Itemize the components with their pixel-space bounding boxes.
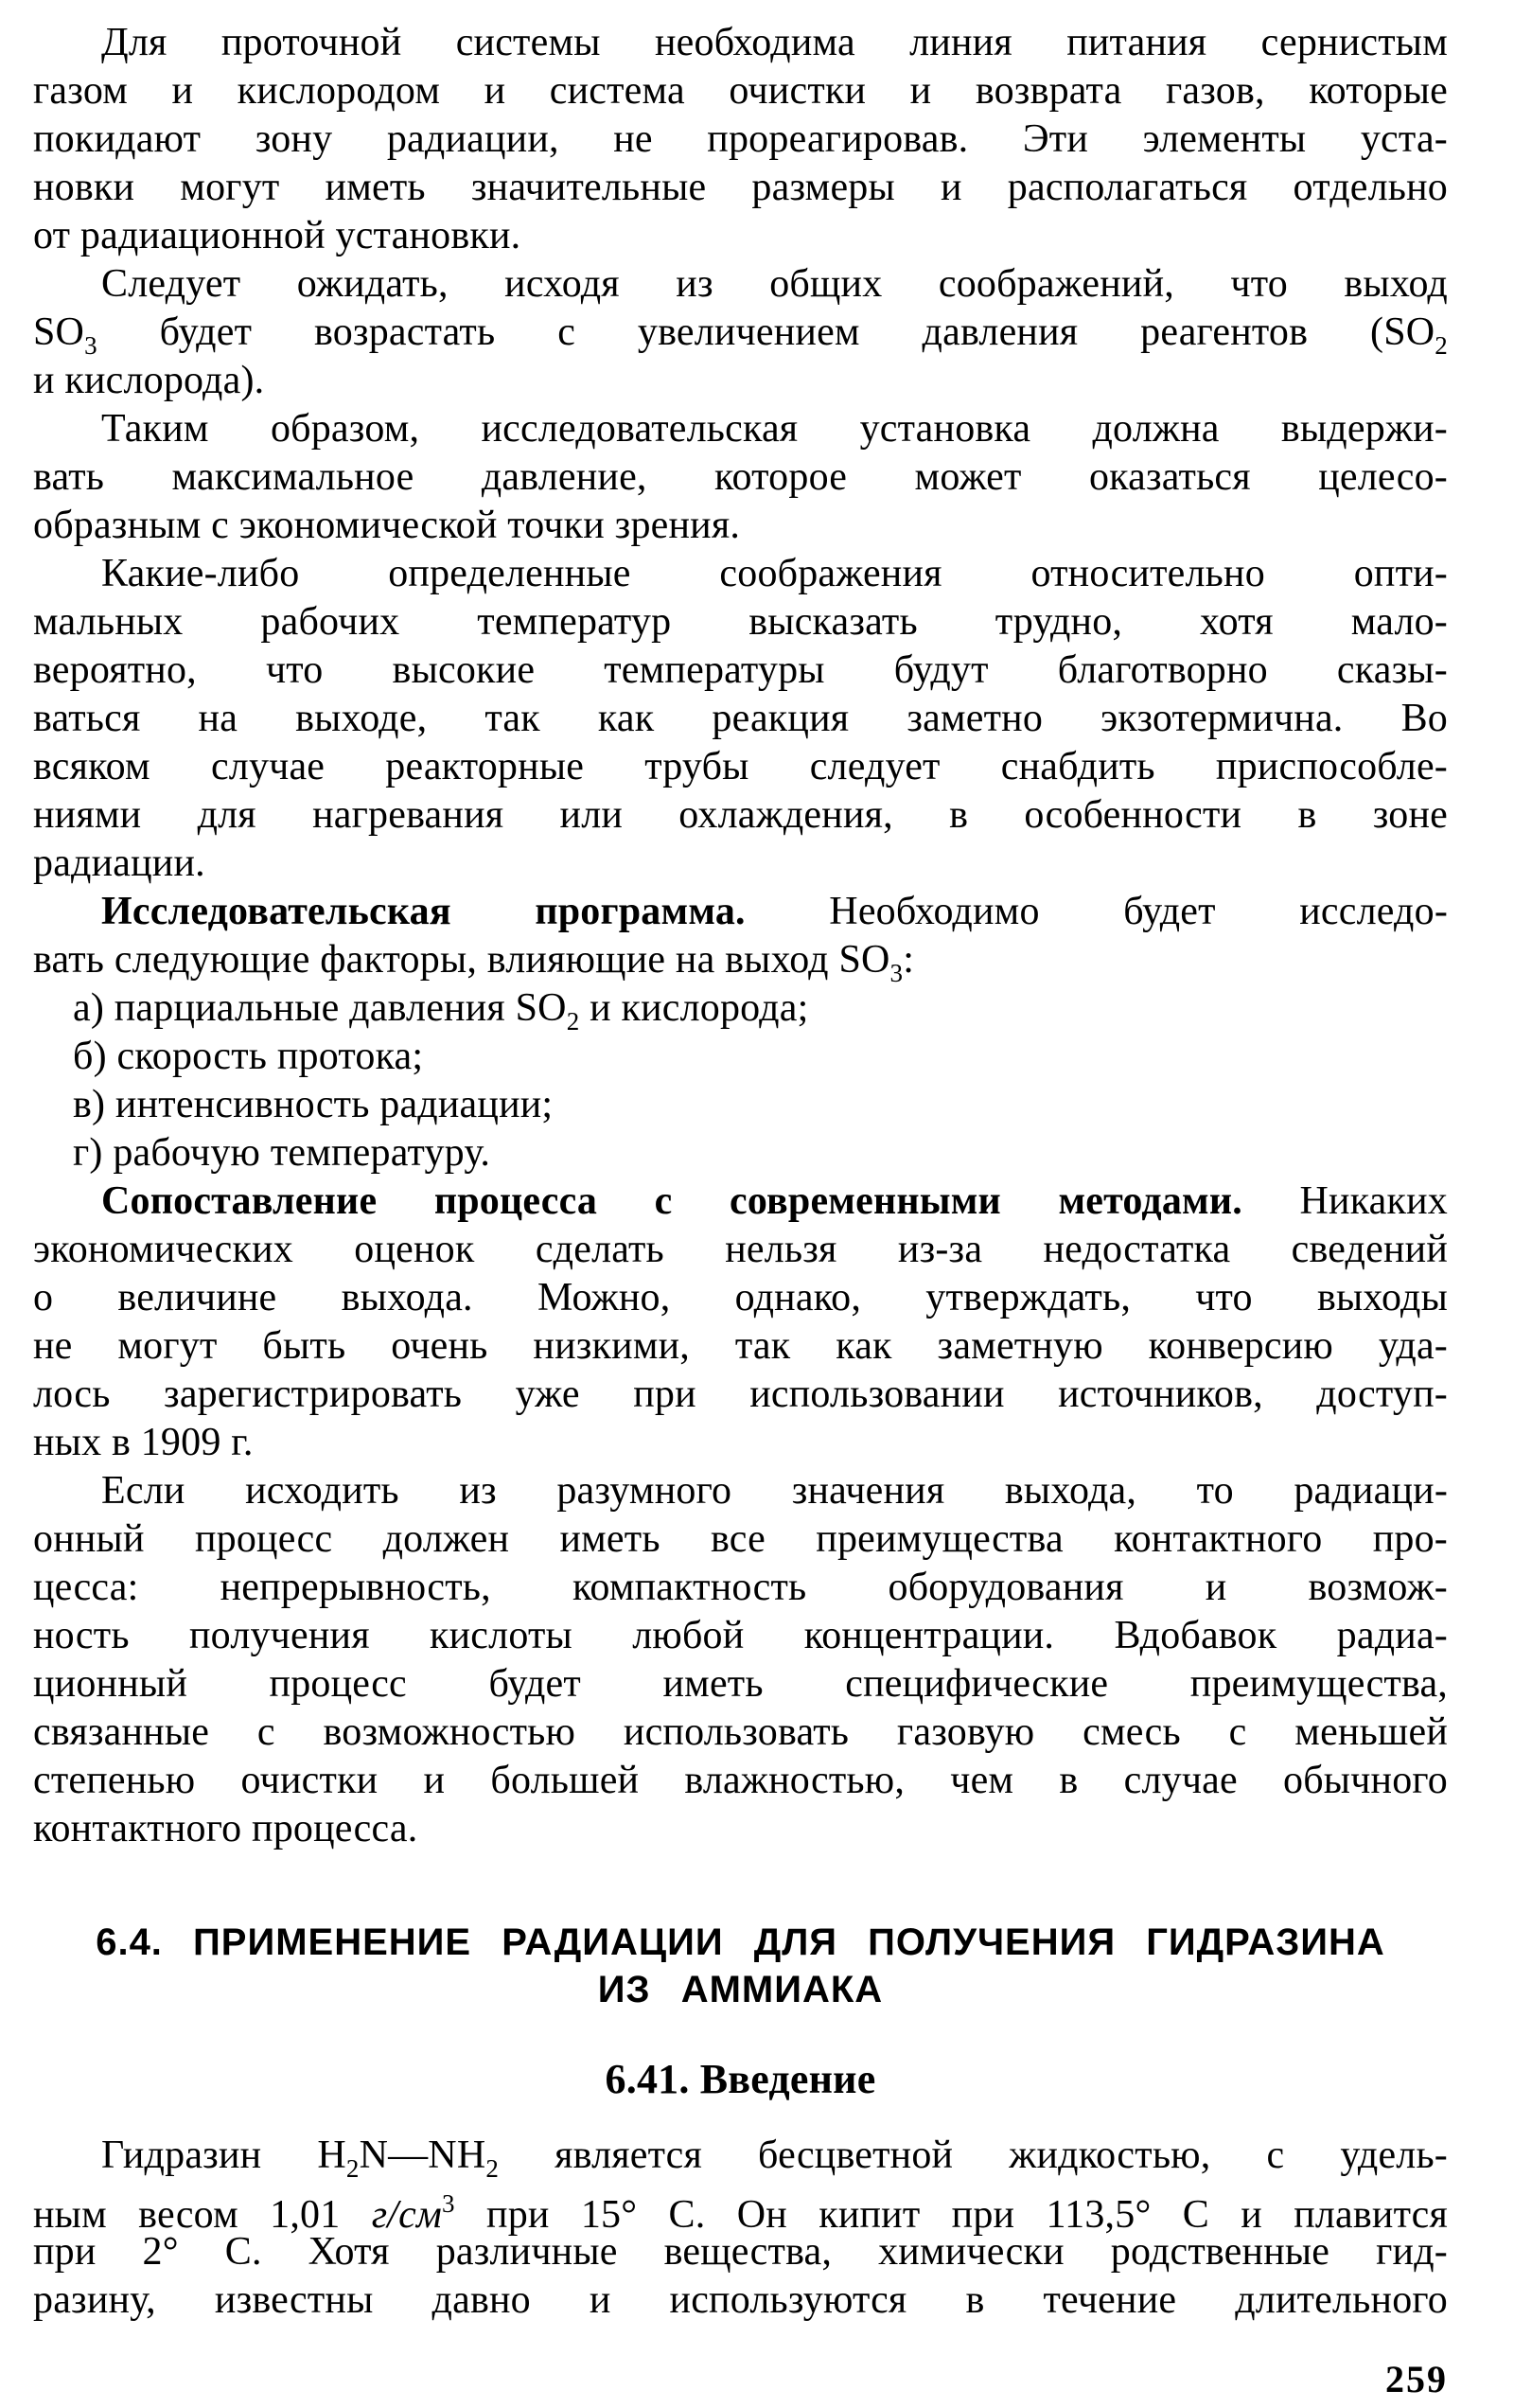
- text-segment: Сопоставление процесса с современными методами.: [101, 1179, 1242, 1223]
- text-segment: связанные с возможностью использовать газовую смесь с меньшей: [33, 1710, 1448, 1754]
- text-segment: разину, известны давно и используются в течение длительного: [33, 2278, 1448, 2322]
- text-line: [33, 260, 1448, 309]
- text-segment: 6.4. ПРИМЕНЕНИЕ РАДИАЦИИ ДЛЯ ПОЛУЧЕНИЯ ГИДРАЗИНА: [96, 1921, 1385, 1963]
- text-segment: ниями для нагревания или охлаждения, в особенности в зоне: [33, 793, 1448, 837]
- text-line: [33, 1467, 1448, 1515]
- text-line: [33, 1757, 1448, 1805]
- text-segment: N—NH: [359, 2134, 486, 2177]
- text-line: [33, 1612, 1448, 1660]
- text-segment: и кислорода;: [579, 986, 809, 1030]
- text-line: [33, 2276, 1448, 2325]
- text-segment: Какие-либо определенные соображения относительно опти-: [101, 552, 1448, 595]
- text-line: [33, 1709, 1448, 1757]
- text-line: [33, 1919, 1448, 1966]
- text-segment: ционный процесс будет иметь специфические преимущества,: [33, 1662, 1448, 1706]
- text-segment: ность получения кислоты любой концентрации. Вдобавок радиа-: [33, 1614, 1448, 1657]
- text-line: [33, 1033, 1448, 1081]
- text-line: [33, 984, 1448, 1036]
- superscript: 3: [442, 2189, 455, 2218]
- text-line: [33, 1081, 1448, 1129]
- text-segment: в) интенсивность радиации;: [73, 1083, 554, 1126]
- text-segment: радиации.: [33, 841, 205, 885]
- text-line: [33, 695, 1448, 743]
- text-segment: степенью очистки и большей влажностью, чем в случае обычного: [33, 1759, 1448, 1802]
- text-segment: а) парциальные давления SO: [73, 986, 567, 1030]
- text-segment: ных в 1909 г.: [33, 1421, 254, 1464]
- text-line: [33, 115, 1448, 164]
- text-line: [33, 1129, 1448, 1177]
- text-segment: является бесцветной жидкостью, с удель-: [499, 2134, 1448, 2177]
- text-segment: мальных рабочих температур высказать трудно, хотя мало-: [33, 600, 1448, 644]
- text-line: [33, 646, 1448, 695]
- text-line: [33, 453, 1448, 502]
- text-segment: газом и кислородом и система очистки и возврата газов, которые: [33, 69, 1448, 113]
- text-segment: не могут быть очень низкими, так как заметную конверсию уда-: [33, 1324, 1448, 1368]
- text-segment: :: [903, 938, 915, 982]
- text-segment: онный процесс должен иметь все преимущества контактного про-: [33, 1517, 1448, 1561]
- text-segment: экономических оценок сделать нельзя из-за недостатка сведений: [33, 1228, 1448, 1271]
- subscript: 2: [485, 2154, 500, 2183]
- text-line: [33, 888, 1448, 936]
- text-line: [33, 2132, 1448, 2183]
- text-segment: Если исходить из разумного значения выхода, то радиаци-: [101, 1469, 1448, 1513]
- text-line: [33, 550, 1448, 598]
- text-segment: ваться на выходе, так как реакция заметно экзотермична. Во: [33, 697, 1448, 740]
- intro-paragraph: [33, 2132, 1448, 2325]
- text-segment: г) рабочую температуру.: [73, 1131, 491, 1175]
- text-segment: и кислорода).: [33, 359, 265, 402]
- text-line: [33, 309, 1448, 360]
- subscript: 2: [1435, 331, 1448, 360]
- text-line: [33, 1966, 1448, 2013]
- text-line: [33, 1322, 1448, 1371]
- text-segment: ИЗ АММИАКА: [597, 1969, 884, 2010]
- text-segment: 6.41. Введение: [605, 2056, 876, 2102]
- text-segment: вероятно, что высокие температуры будут благотворно сказы-: [33, 648, 1448, 692]
- subscript: 3: [889, 959, 904, 987]
- text-segment: от радиационной установки.: [33, 214, 521, 257]
- text-segment: вать следующие факторы, влияющие на выход SO: [33, 938, 890, 982]
- text-line: [33, 840, 1448, 888]
- text-line: [33, 1371, 1448, 1419]
- text-line: [33, 2228, 1448, 2276]
- text-line: [33, 1515, 1448, 1564]
- text-line: [33, 1805, 1448, 1853]
- text-line: [33, 405, 1448, 453]
- text-line: [33, 1419, 1448, 1467]
- text-line: [33, 598, 1448, 646]
- text-segment: Необходимо будет исследо-: [745, 890, 1449, 933]
- text-segment: Исследовательская программа.: [101, 890, 746, 933]
- text-segment: Таким образом, исследовательская установка должна выдержи-: [101, 407, 1448, 451]
- text-line: [33, 791, 1448, 840]
- subscript: 2: [566, 1007, 580, 1036]
- text-line: [33, 1177, 1448, 1226]
- text-segment: б) скорость протока;: [73, 1035, 424, 1078]
- text-line: [33, 357, 1448, 405]
- text-line: [33, 1226, 1448, 1274]
- text-segment: вать максимальное давление, которое может оказаться целесо-: [33, 455, 1448, 499]
- text-line: [33, 2055, 1448, 2104]
- text-segment: при 15° С. Он кипит при 113,5° С и плавится: [454, 2193, 1449, 2237]
- subsection-heading-6-41: [33, 2055, 1448, 2104]
- text-segment: лось зарегистрировать уже при использовании источников, доступ-: [33, 1372, 1448, 1416]
- text-segment: контактного процесса.: [33, 1807, 418, 1850]
- text-segment: Гидразин H: [101, 2134, 346, 2177]
- subscript: 3: [84, 331, 97, 360]
- text-segment: образным с экономической точки зрения.: [33, 504, 741, 547]
- text-line: [33, 19, 1448, 67]
- text-segment: цесса: непрерывность, компактность оборудования и возмож-: [33, 1566, 1448, 1609]
- text-segment: Никаких: [1241, 1179, 1449, 1223]
- text-segment: о величине выхода. Можно, однако, утверждать, что выходы: [33, 1276, 1448, 1319]
- text-segment: новки могут иметь значительные размеры и располагаться отдельно: [33, 166, 1448, 209]
- text-segment: покидают зону радиации, не прореагировав. Эти элементы уста-: [33, 117, 1448, 161]
- body-text: [33, 19, 1448, 1853]
- text-line: [33, 936, 1448, 987]
- text-segment: при 2° С. Хотя различные вещества, химически родственные гид-: [33, 2230, 1448, 2274]
- text-line: [33, 67, 1448, 115]
- text-segment: г/см: [371, 2193, 443, 2237]
- text-line: [33, 2180, 1449, 2237]
- text-line: [33, 1274, 1448, 1322]
- text-segment: Следует ожидать, исходя из общих соображений, что выход: [101, 262, 1448, 306]
- text-line: [33, 1660, 1448, 1709]
- section-heading-6-4: [33, 1919, 1448, 2013]
- text-segment: SO: [33, 310, 85, 354]
- text-line: [33, 1564, 1448, 1612]
- subscript: 2: [345, 2154, 360, 2183]
- text-line: [33, 743, 1448, 791]
- text-segment: ным весом 1,01: [33, 2193, 372, 2237]
- text-line: [33, 502, 1448, 550]
- text-segment: Для проточной системы необходима линия питания сернистым: [101, 21, 1448, 64]
- text-segment: всяком случае реакторные трубы следует снабдить приспособле-: [33, 745, 1448, 788]
- text-line: [33, 212, 1448, 260]
- text-segment: будет возрастать с увеличением давления реагентов (SO: [97, 310, 1435, 354]
- page-number: 259: [1385, 2358, 1448, 2400]
- text-line: [33, 164, 1448, 212]
